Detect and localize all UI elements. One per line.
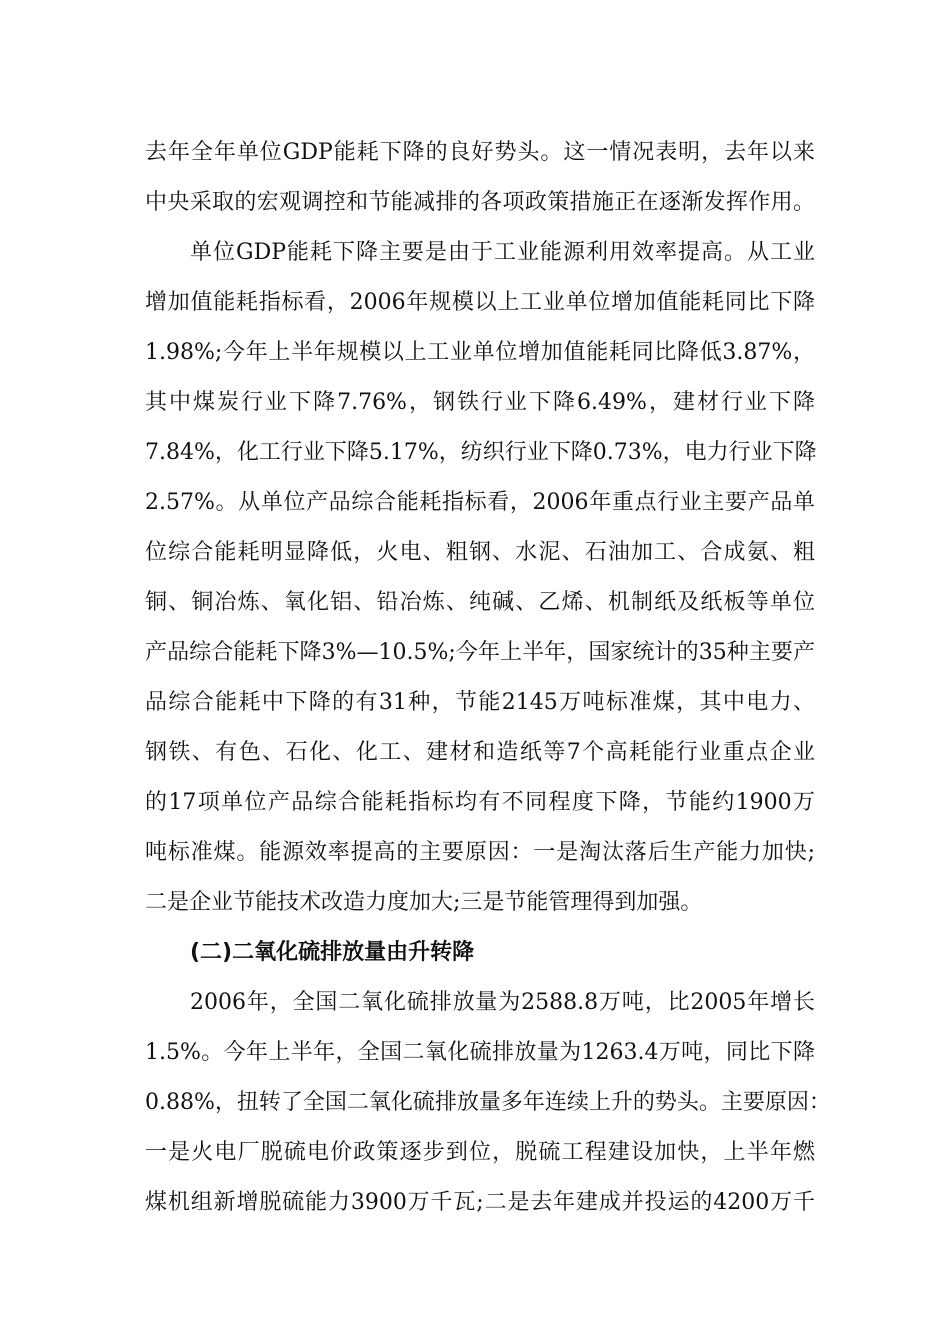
text-line: 1.5%。今年上半年，全国二氧化硫排放量为1263.4万吨，同比下降 <box>145 1040 815 1065</box>
text-line: 的17项单位产品综合能耗指标均有不同程度下降，节能约1900万 <box>145 790 815 815</box>
text-line: 钢铁、有色、石化、化工、建材和造纸等7个高耗能行业重点企业 <box>145 740 815 765</box>
text-line: 7.84%，化工行业下降5.17%，纺织行业下降0.73%，电力行业下降 <box>145 440 817 465</box>
text-line: 增加值能耗指标看，2006年规模以上工业单位增加值能耗同比下降 <box>145 290 815 315</box>
text-line: 二是企业节能技术改造力度加大;三是节能管理得到加强。 <box>145 890 703 915</box>
text-line: 产品综合能耗下降3%—10.5%;今年上半年，国家统计的35种主要产 <box>145 640 815 665</box>
text-line: 去年全年单位GDP能耗下降的良好势头。这一情况表明，去年以来 <box>145 140 815 165</box>
text-line: 吨标准煤。能源效率提高的主要原因：一是淘汰落后生产能力加快; <box>145 840 815 865</box>
text-line: 中央采取的宏观调控和节能减排的各项政策措施正在逐渐发挥作用。 <box>145 190 815 215</box>
text-line: 煤机组新增脱硫能力3900万千瓦;二是去年建成并投运的4200万千 <box>145 1190 815 1215</box>
text-line: 品综合能耗中下降的有31种，节能2145万吨标准煤，其中电力、 <box>145 690 815 715</box>
text-line: 其中煤炭行业下降7.76%，钢铁行业下降6.49%，建材行业下降 <box>145 390 815 415</box>
paragraph-start-line: 2006年，全国二氧化硫排放量为2588.8万吨，比2005年增长 <box>190 990 815 1015</box>
text-line: 1.98%;今年上半年规模以上工业单位增加值能耗同比降低3.87%， <box>145 340 815 365</box>
text-line: 2.57%。从单位产品综合能耗指标看，2006年重点行业主要产品单 <box>145 490 815 515</box>
section-heading: (二)二氧化硫排放量由升转降 <box>190 940 475 965</box>
paragraph-start-line: 单位GDP能耗下降主要是由于工业能源利用效率提高。从工业 <box>190 240 815 265</box>
text-line: 一是火电厂脱硫电价政策逐步到位，脱硫工程建设加快，上半年燃 <box>145 1140 815 1165</box>
text-line: 0.88%，扭转了全国二氧化硫排放量多年连续上升的势头。主要原因： <box>145 1090 831 1115</box>
text-line: 铜、铜冶炼、氧化铝、铅冶炼、纯碱、乙烯、机制纸及纸板等单位 <box>145 590 815 615</box>
text-line: 位综合能耗明显降低，火电、粗钢、水泥、石油加工、合成氨、粗 <box>145 540 815 565</box>
